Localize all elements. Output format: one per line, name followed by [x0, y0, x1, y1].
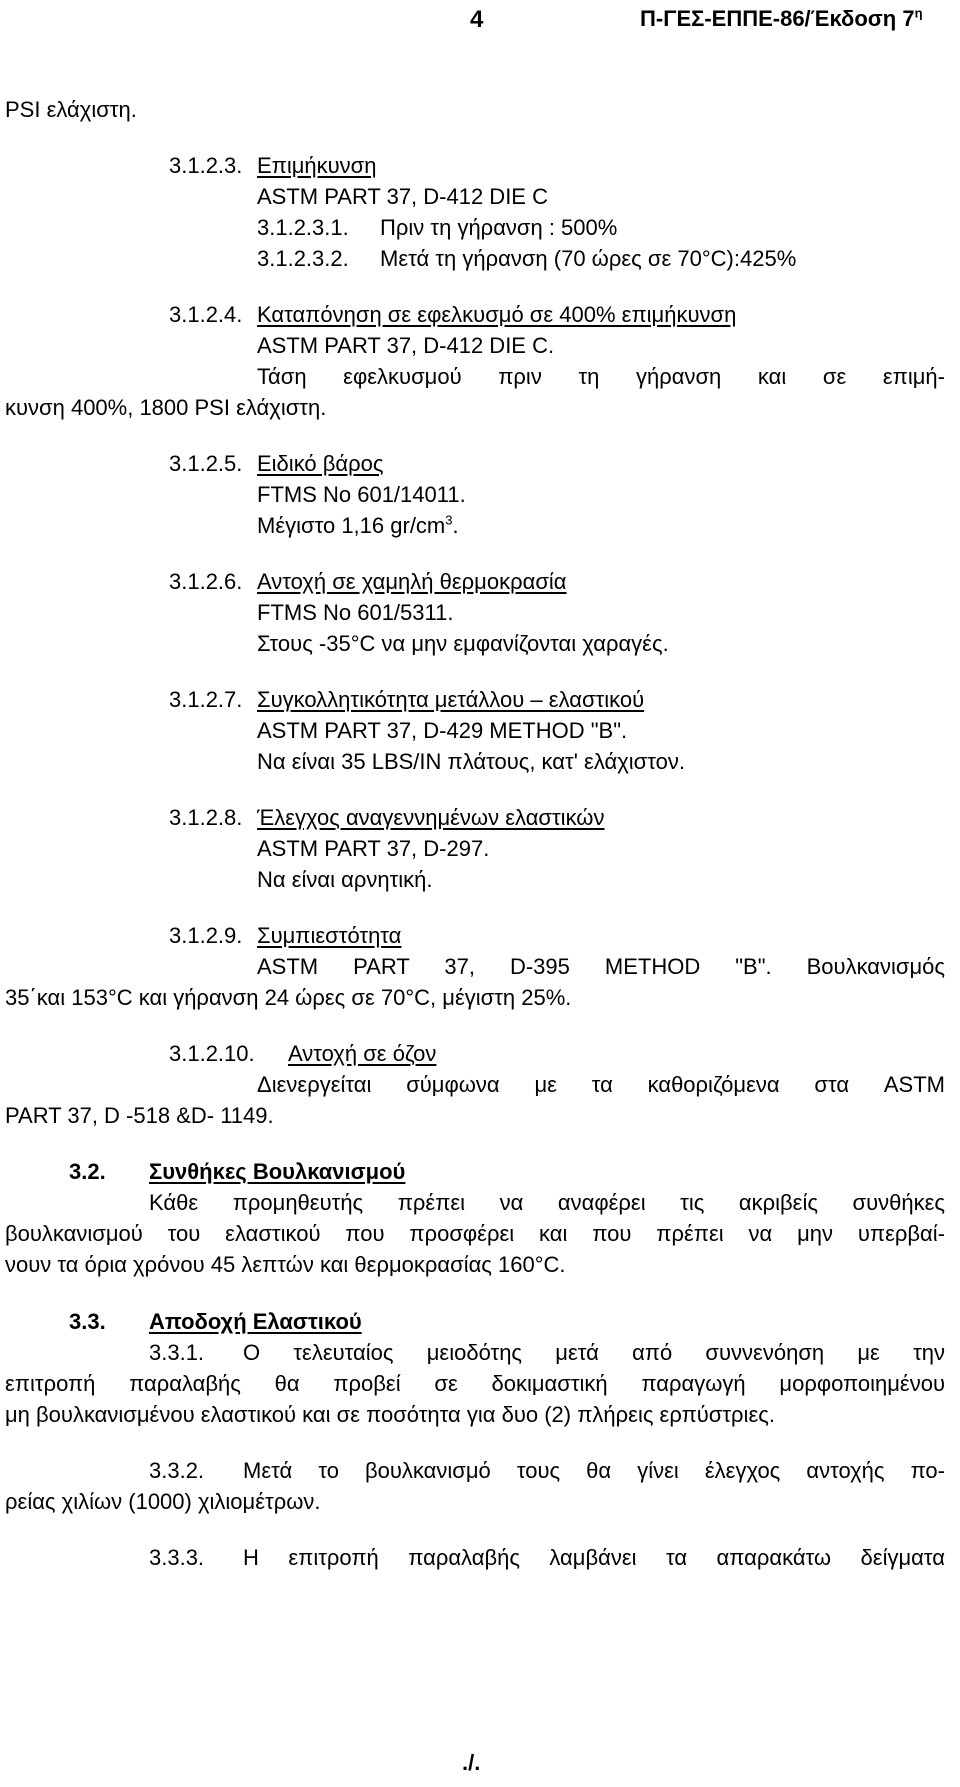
section-3129-text-line2: 35΄και 153°C και γήρανση 24 ώρες σε 70°C, μέγιστη 25%.: [5, 985, 572, 1010]
section-333-number: 3.3.3.: [149, 1545, 205, 1570]
section-3124-title: Καταπόνηση σε εφελκυσμό σε 400% επιμήκυνση: [257, 302, 737, 327]
section-3128-number: 3.1.2.8.: [169, 805, 243, 830]
section-3128-standard: ASTM PART 37, D-297.: [257, 836, 490, 861]
section-3125-value: [257, 512, 459, 538]
section-3124-standard: ASTM PART 37, D-412 DIE C.: [257, 333, 555, 358]
section-3127-number: 3.1.2.7.: [169, 687, 243, 712]
section-3125-number: 3.1.2.5.: [169, 451, 243, 476]
section-332-text-line2: ρείας χιλίων (1000) χιλιομέτρων.: [5, 1489, 321, 1514]
section-3123-standard: ASTM PART 37, D-412 DIE C: [257, 184, 548, 209]
section-31232-number: 3.1.2.3.2.: [257, 246, 349, 271]
section-3125-value-superscript: 3: [445, 512, 453, 528]
section-31210-title: Αντοχή σε όζον: [288, 1041, 437, 1066]
section-332-number: 3.3.2.: [149, 1458, 205, 1483]
section-3129-number: 3.1.2.9.: [169, 923, 243, 948]
section-3123-number: 3.1.2.3.: [169, 153, 243, 178]
section-333-text-line1: Η επιτροπή παραλαβής λαμβάνει τα απαρακάτω δείγματα: [243, 1545, 945, 1570]
section-33-number: 3.3.: [69, 1309, 106, 1334]
section-3128-text: Να είναι αρνητική.: [257, 867, 433, 892]
section-3123-title: Επιμήκυνση: [257, 153, 377, 178]
section-3125-title: Ειδικό βάρος: [257, 451, 384, 476]
section-3126-text: Στους -35°C να μην εμφανίζονται χαραγές.: [257, 631, 669, 656]
section-31210-text-line2: PART 37, D -518 &D- 1149.: [5, 1103, 274, 1128]
section-3126-standard: FTMS No 601/5311.: [257, 600, 454, 625]
section-3125-value-text: Μέγιστο 1,16 gr/cm: [257, 513, 446, 538]
section-3129-text-line1: ASTM PART 37, D-395 METHOD "B". Βουλκανισμός: [257, 954, 945, 979]
section-32-text-line2: βουλκανισμού του ελαστικού που προσφέρει και που πρέπει να μην υπερβαί-: [5, 1221, 945, 1246]
section-331-number: 3.3.1.: [149, 1340, 205, 1365]
page-number: 4: [470, 6, 484, 33]
section-32-number: 3.2.: [69, 1159, 106, 1184]
section-32-title: Συνθήκες Βουλκανισμού: [149, 1159, 406, 1184]
document-code: [640, 5, 923, 31]
document-code-text: Π-ΓΕΣ-ΕΠΠΕ-86/Έκδοση 7: [640, 6, 915, 31]
section-31232-text: Μετά τη γήρανση (70 ώρες σε 70°C):425%: [380, 246, 797, 271]
section-3126-number: 3.1.2.6.: [169, 569, 243, 594]
section-31231-text: Πριν τη γήρανση : 500%: [380, 215, 618, 240]
document-code-superscript: η: [914, 5, 923, 21]
section-3124-text-line2: κυνση 400%, 1800 PSI ελάχιστη.: [5, 395, 327, 420]
section-3125-standard: FTMS No 601/14011.: [257, 482, 466, 507]
section-31231-number: 3.1.2.3.1.: [257, 215, 349, 240]
section-331-text-line2: επιτροπή παραλαβής θα προβεί σε δοκιμαστική παραγωγή μορφοποιημένου: [5, 1371, 945, 1396]
section-31210-number: 3.1.2.10.: [169, 1041, 255, 1066]
section-3128-title: Έλεγχος αναγεννημένων ελαστικών: [257, 805, 605, 830]
section-3124-text-line1: Τάση εφελκυσμού πριν τη γήρανση και σε επιμή-: [257, 364, 945, 389]
section-3127-text: Να είναι 35 LBS/IN πλάτους, κατ' ελάχιστον.: [257, 749, 685, 774]
section-3124-number: 3.1.2.4.: [169, 302, 243, 327]
section-3127-standard: ASTM PART 37, D-429 METHOD "B".: [257, 718, 628, 743]
section-31210-text-line1: Διενεργείται σύμφωνα με τα καθοριζόμενα στα ASTM: [257, 1072, 945, 1097]
section-32-text-line1: Κάθε προμηθευτής πρέπει να αναφέρει τις ακριβείς συνθήκες: [149, 1190, 945, 1215]
continuation-mark: ./.: [462, 1750, 481, 1775]
continued-text: PSI ελάχιστη.: [5, 97, 137, 122]
section-32-text-line3: νουν τα όρια χρόνου 45 λεπτών και θερμοκρασίας 160°C.: [5, 1252, 566, 1277]
section-3127-title: Συγκολλητικότητα μετάλλου – ελαστικού: [257, 687, 645, 712]
section-331-text-line3: μη βουλκανισμένου ελαστικού και σε ποσότητα για δυο (2) πλήρεις ερπύστριες.: [5, 1402, 775, 1427]
section-33-title: Αποδοχή Ελαστικού: [149, 1309, 362, 1334]
section-3129-title: Συμπιεστότητα: [257, 923, 402, 948]
section-331-text-line1: Ο τελευταίος μειοδότης μετά από συννενόηση με την: [243, 1340, 945, 1365]
section-3125-value-end: .: [452, 513, 459, 538]
section-3126-title: Αντοχή σε χαμηλή θερμοκρασία: [257, 569, 567, 594]
section-332-text-line1: Μετά το βουλκανισμό τους θα γίνει έλεγχος αντοχής πο-: [243, 1458, 945, 1483]
